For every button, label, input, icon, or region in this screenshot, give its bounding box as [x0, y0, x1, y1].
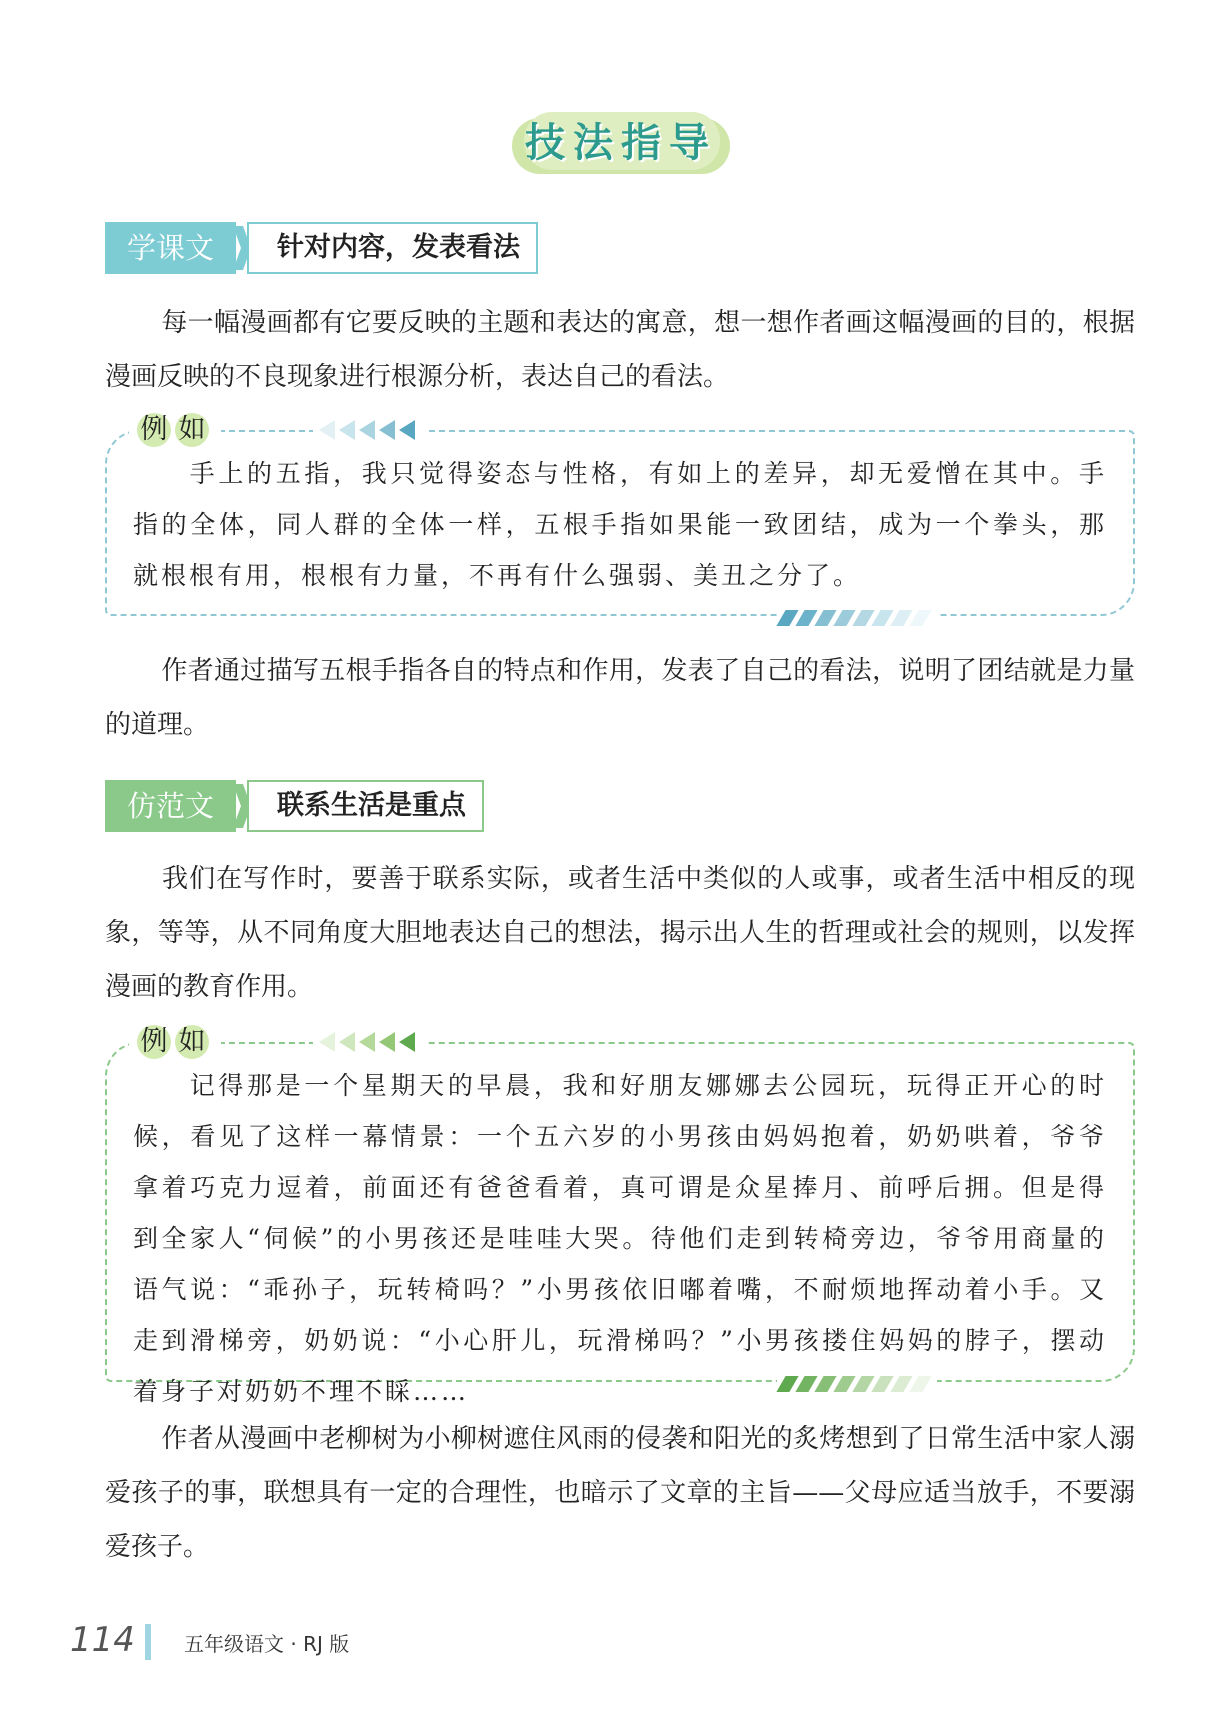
example-tag-char: 例: [137, 1025, 171, 1059]
section2-summary: 作者从漫画中老柳树为小柳树遮住风雨的侵袭和阳光的炙烤想到了日常生活中家人溺爱孩子的事，联想具有一定的合理性，也暗示了文章的主旨——父母应适当放手，不要溺爱孩子。: [105, 1424, 1135, 1562]
section1-summary: 作者通过描写五根手指各自的特点和作用，发表了自己的看法，说明了团结就是力量的道理。: [105, 656, 1135, 740]
section2-header: [105, 780, 495, 832]
example-text-1: 手上的五指，我只觉得姿态与性格，有如上的差异，却无爱憎在其中。手指的全体，同人群的全体一样，五根手指如果能一致团结，成为一个拳头，那就根根有用，根根有力量，不再有什么强弱、美丑之分了。: [133, 459, 1107, 590]
footer-divider: [145, 1624, 151, 1660]
book-label: 五年级语文 · RJ 版: [184, 1632, 350, 1656]
section-title: [512, 112, 730, 178]
section2-intro: 我们在写作时，要善于联系实际，或者生活中类似的人或事，或者生活中相反的现象，等等，从不同角度大胆地表达自己的想法，揭示出人生的哲理或社会的规则，以发挥漫画的教育作用。: [105, 864, 1135, 1002]
page-title: 技法指导: [525, 120, 717, 166]
example-box-2: [105, 1026, 1135, 1406]
example-tag-char: 例: [137, 413, 171, 447]
example-tag-char: 如: [175, 413, 209, 447]
arrow-decoration-icon: [313, 1029, 425, 1055]
example-tag: [129, 1022, 221, 1062]
section2-label: 联系生活是重点: [247, 780, 484, 832]
page-number: 114: [70, 1620, 135, 1660]
example-tag: [129, 410, 221, 450]
example-tag-char: 如: [175, 1025, 209, 1059]
section1-tag: 学课文: [105, 222, 236, 274]
section1-header: [105, 222, 545, 274]
example-text-2: 记得那是一个星期天的早晨，我和好朋友娜娜去公园玩，玩得正开心的时候，看见了这样一幕情景：一个五六岁的小男孩由妈妈抱着，奶奶哄着，爷爷拿着巧克力逗着，前面还有爸爸看着，真可谓是众星捧月、前呼后拥。但是得到全家人“伺候”的小男孩还是哇哇大哭。待他们走到转椅旁边，爷爷用商量的语气说：“乖孙子，玩转椅吗？”小男孩依旧嘟着嘴，不耐烦地挥动着小手。又走到滑梯旁，奶奶说：“小心肝儿，玩滑梯吗？”小男孩搂住妈妈的脖子，摆动着身子对奶奶不理不睬……: [133, 1071, 1107, 1406]
example-box-1: [105, 414, 1135, 616]
section2-tag: 仿范文: [105, 780, 236, 832]
arrow-decoration-icon: [313, 417, 425, 443]
section1-label: 针对内容，发表看法: [247, 222, 538, 274]
section1-intro: 每一幅漫画都有它要反映的主题和表达的寓意，想一想作者画这幅漫画的目的，根据漫画反映的不良现象进行根源分析，表达自己的看法。: [105, 308, 1135, 392]
stripe-decoration-icon: [777, 608, 937, 628]
